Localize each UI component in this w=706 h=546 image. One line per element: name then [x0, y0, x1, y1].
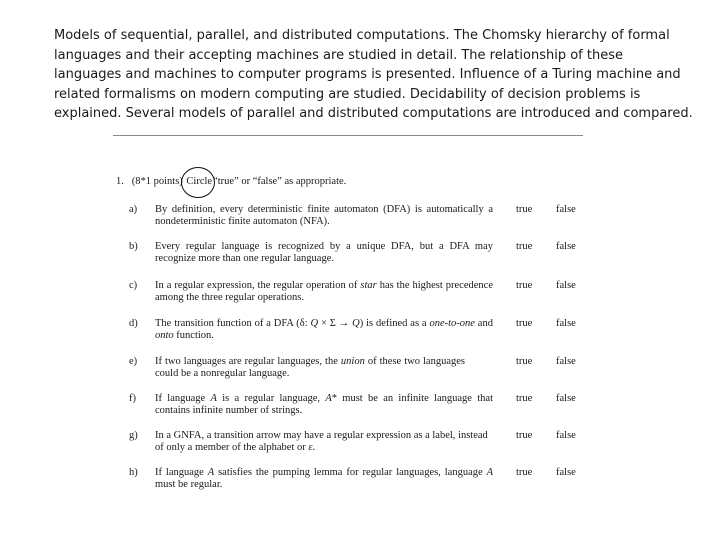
item-letter: e)	[129, 356, 138, 367]
false-option[interactable]: false	[556, 204, 576, 215]
item-statement: By definition, every deterministic finite automaton (DFA) is automatically a nondeterministic finite automaton (NFA).	[155, 204, 493, 227]
true-option[interactable]: true	[516, 467, 533, 478]
question-points: (8*1 points)	[131, 176, 183, 187]
item-letter: h)	[129, 467, 138, 478]
item-letter: b)	[129, 241, 138, 252]
true-option[interactable]: true	[516, 318, 533, 329]
circled-word: Circle	[186, 176, 213, 187]
false-option[interactable]: false	[556, 241, 576, 252]
item-statement: In a regular expression, the regular operation of star has the highest precedence among the three regular operations.	[155, 280, 493, 303]
item-letter: d)	[129, 318, 138, 329]
item-letter: g)	[129, 430, 138, 441]
true-option[interactable]: true	[516, 204, 533, 215]
item-statement: If two languages are regular languages, the union of these two languages could be a nonregular language.	[155, 356, 465, 379]
false-option[interactable]: false	[556, 393, 576, 404]
question-header	[116, 176, 346, 187]
item-letter: f)	[129, 393, 136, 404]
question-instruction: “true” or “false” as appropriate.	[213, 176, 347, 187]
false-option[interactable]: false	[556, 356, 576, 367]
item-statement: If language A satisfies the pumping lemma for regular languages, language A must be regular.	[155, 467, 493, 490]
item-statement: If language A is a regular language, A* must be an infinite language that contains infinite number of strings.	[155, 393, 493, 416]
section-divider	[113, 135, 583, 136]
item-letter: a)	[129, 204, 138, 215]
item-statement: Every regular language is recognized by a unique DFA, but a DFA may recognize more than one regular language.	[155, 241, 493, 264]
true-option[interactable]: true	[516, 393, 533, 404]
question-number: 1.	[116, 176, 124, 187]
item-statement: The transition function of a DFA (δ: Q × Σ → Q) is defined as a one-to-one and onto function.	[155, 318, 493, 341]
false-option[interactable]: false	[556, 280, 576, 291]
true-option[interactable]: true	[516, 241, 533, 252]
false-option[interactable]: false	[556, 430, 576, 441]
true-option[interactable]: true	[516, 280, 533, 291]
course-description: Models of sequential, parallel, and distributed computations. The Chomsky hierarchy of formal languages and their accepting machines are studied in detail. The relationship of these languages and machines to computer programs is presented. Influence of a Turing machine and related formalisms on modern computing are studied. Decidability of decision problems is explained. Several models of parallel and distributed computations are introduced and compared.	[54, 28, 693, 121]
true-option[interactable]: true	[516, 356, 533, 367]
item-statement: In a GNFA, a transition arrow may have a regular expression as a label, instead of only a member of the alphabet or ε.	[155, 430, 488, 453]
false-option[interactable]: false	[556, 467, 576, 478]
item-letter: c)	[129, 280, 138, 291]
false-option[interactable]: false	[556, 318, 576, 329]
true-option[interactable]: true	[516, 430, 533, 441]
